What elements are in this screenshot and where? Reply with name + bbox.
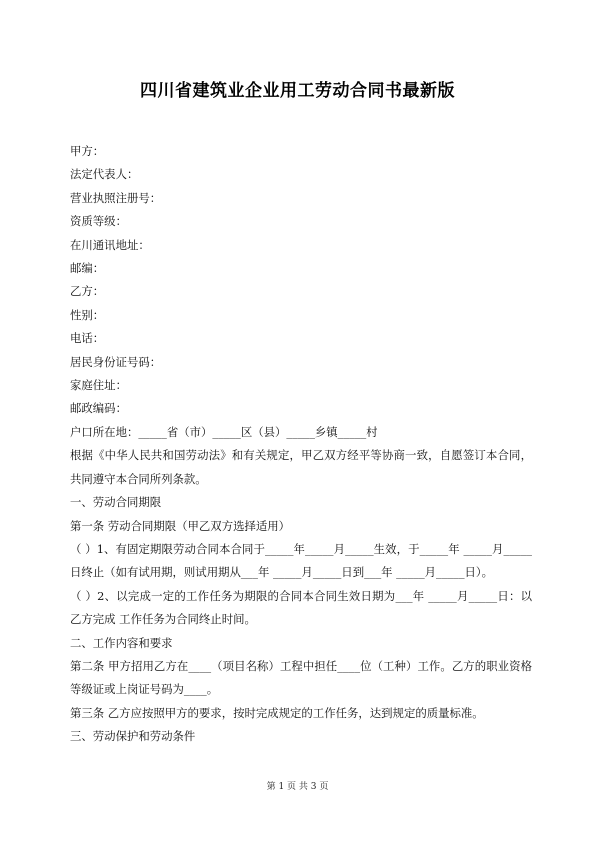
postcode-line: 邮编： bbox=[70, 261, 105, 276]
document-body bbox=[70, 140, 532, 749]
household-registration-line: 户口所在地：_____省（市）_____区（县）_____乡镇_____村 bbox=[70, 424, 378, 439]
article-3: 第三条 乙方应按照甲方的要求，按时完成规定的工作任务，达到规定的质量标准。 bbox=[70, 705, 484, 720]
document-title: 四川省建筑业企业用工劳动合同书最新版 bbox=[140, 81, 455, 101]
section-heading-work-content: 二、工作内容和要求 bbox=[70, 635, 173, 650]
article-1-option-1: （ ）1、有固定期限劳动合同本合同于_____年_____月_____生效，于_____年 _____月_____日终止（如有试用期，则试用期从___年 _____月_____日到___年 _____月_____日）。 bbox=[70, 541, 532, 580]
page-number-footer: 第 1 页 共 3 页 bbox=[266, 782, 329, 792]
id-number-line: 居民身份证号码： bbox=[70, 354, 162, 369]
section-heading-labor-protection: 三、劳动保护和劳动条件 bbox=[70, 729, 196, 744]
gender-line: 性别： bbox=[70, 307, 105, 322]
postal-code-line: 邮政编码： bbox=[70, 401, 127, 416]
party-a-line: 甲方： bbox=[70, 144, 105, 158]
qualification-grade-line: 资质等级： bbox=[70, 214, 127, 229]
section-heading-term: 一、劳动合同期限 bbox=[70, 495, 162, 510]
party-b-line: 乙方： bbox=[70, 284, 105, 299]
home-address-line: 家庭住址： bbox=[70, 378, 127, 393]
article-2: 第二条 甲方招用乙方在____（项目名称）工程中担任____位（工种）工作。乙方的职业资格等级证或上岗证号码为____。 bbox=[70, 658, 532, 697]
legal-representative-line: 法定代表人： bbox=[70, 167, 139, 182]
sichuan-address-line: 在川通讯地址： bbox=[70, 237, 150, 252]
preamble-paragraph: 根据《中华人民共和国劳动法》和有关规定，甲乙双方经平等协商一致，自愿签订本合同，共同遵守本合同所列条款。 bbox=[70, 448, 532, 486]
article-1: 第一条 劳动合同期限（甲乙双方选择适用） bbox=[70, 518, 291, 533]
business-license-line: 营业执照注册号： bbox=[70, 190, 162, 205]
phone-line: 电话： bbox=[70, 331, 105, 346]
article-1-option-2: （ ）2、以完成一定的工作任务为期限的合同本合同生效日期为___年 _____月_____日：以乙方完成 工作任务为合同终止时间。 bbox=[70, 588, 532, 627]
